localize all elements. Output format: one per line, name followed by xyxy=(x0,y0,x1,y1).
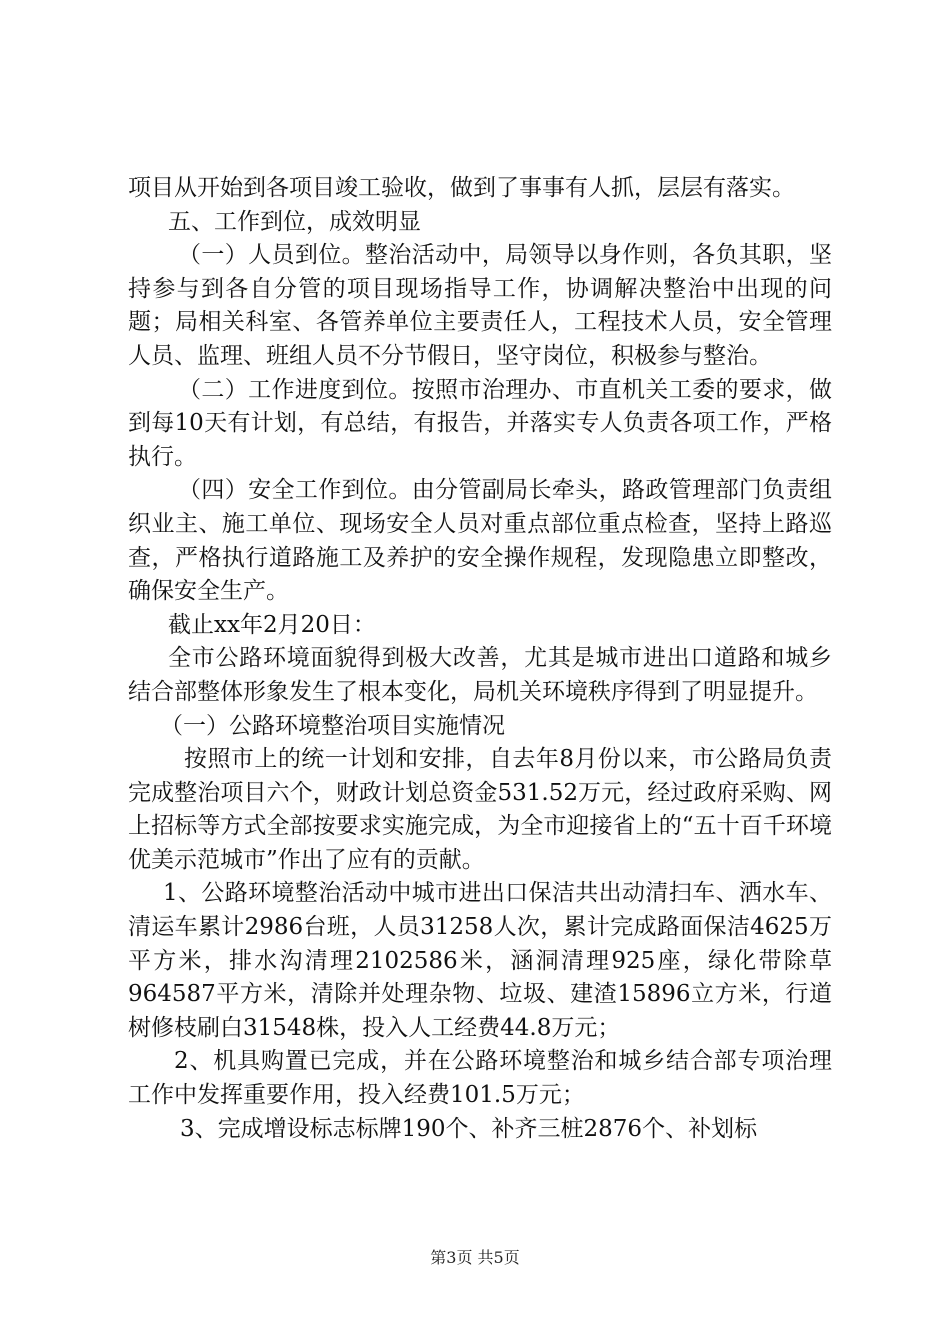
paragraph: 五、工作到位，成效明显 xyxy=(168,208,421,235)
paragraph: 按照市上的统一计划和安排，自去年8月份以来，市公路局负责完成整治项目六个，财政计划总资金531.52万元，经过政府采购、网上招标等方式全部按要求实施完成，为全市迎接省上的“五十百千环境优美示范城市”作出了应有的贡献。 xyxy=(128,746,832,873)
paragraph: 2、机具购置已完成，并在公路环境整治和城乡结合部专项治理工作中发挥重要作用，投入经费101.5万元； xyxy=(128,1048,832,1109)
paragraph: 截止xx年2月20日： xyxy=(168,611,376,638)
paragraph: （二）工作进度到位。按照市治理办、市直机关工委的要求，做到每10天有计划，有总结，有报告，并落实专人负责各项工作，严格执行。 xyxy=(128,376,832,470)
paragraph: 全市公路环境面貌得到极大改善，尤其是城市进出口道路和城乡结合部整体形象发生了根本变化，局机关环境秩序得到了明显提升。 xyxy=(128,645,832,705)
paragraph: （四）安全工作到位。由分管副局长牵头，路政管理部门负责组织业主、施工单位、现场安全人员对重点部位重点检查，坚持上路巡查，严格执行道路施工及养护的安全操作规程，发现隐患立即整改，确保安全生产。 xyxy=(128,477,832,605)
paragraph: （一）人员到位。整治活动中，局领导以身作则，各负其职，坚持参与到各自分管的项目现场指导工作，协调解决整治中出现的问题；局相关科室、各管养单位主要责任人，工程技术人员，安全管理人员、监理、班组人员不分节假日，坚守岗位，积极参与整治。 xyxy=(128,242,832,369)
paragraph: 3、完成增设标志标牌190个、补齐三桩2876个、补划标 xyxy=(180,1115,758,1142)
page-footer: 第3页 共5页 xyxy=(430,1248,520,1267)
paragraph: （一）公路环境整治项目实施情况 xyxy=(160,712,505,739)
paragraph: 项目从开始到各项目竣工验收，做到了事事有人抓，层层有落实。 xyxy=(128,175,795,201)
paragraph: 1、公路环境整治活动中城市进出口保洁共出动清扫车、洒水车、清运车累计2986台班，人员31258人次，累计完成路面保洁4625万平方米，排水沟清理2102586米，涵洞清理925座，绿化带除草964587平方米，清除并处理杂物、垃圾、建渣15896立方米，行道树修枝刷白31548株，投入人工经费44.8万元； xyxy=(128,880,832,1041)
document-body xyxy=(128,172,832,1146)
